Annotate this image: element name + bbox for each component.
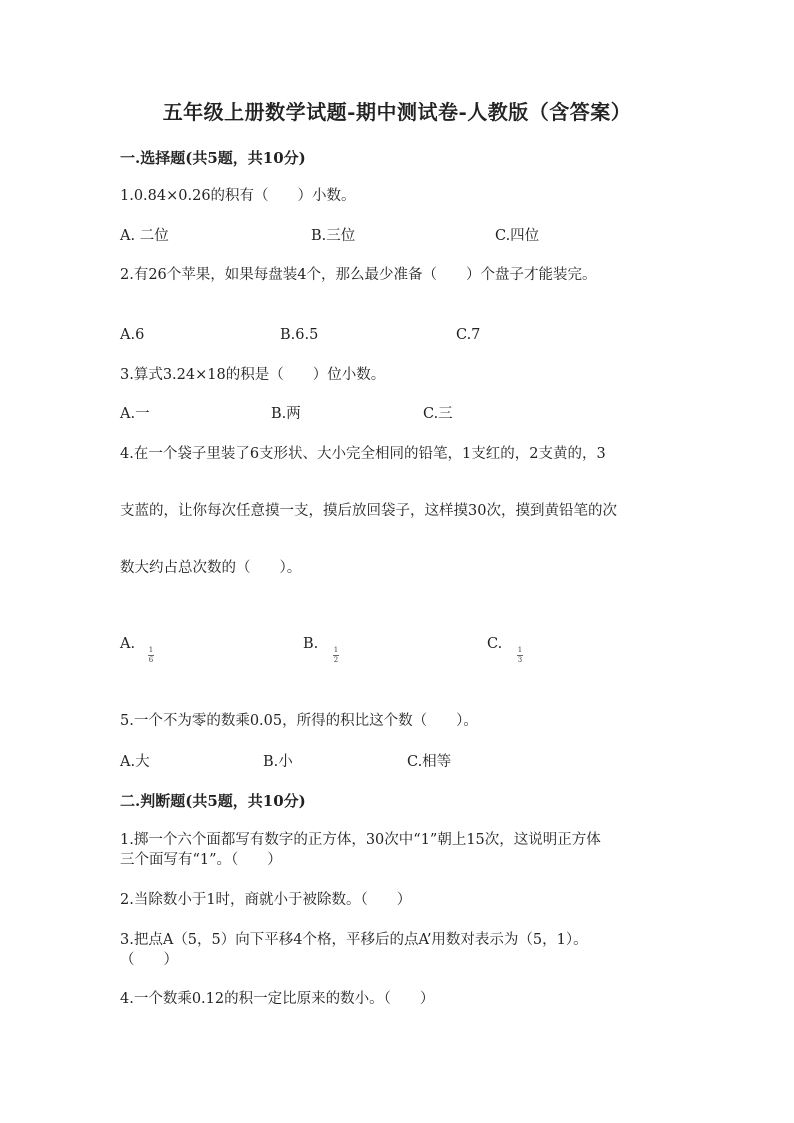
fraction-denominator: 3 <box>517 656 523 664</box>
judgement-1-line-1: 1.掷一个六个面都写有数字的正方体，30次中“1”朝上15次，这说明正方体 <box>120 832 601 848</box>
question-5: 5.一个不为零的数乘0.05，所得的积比这个数（ ）。 <box>120 713 478 729</box>
fraction-numerator: 1 <box>333 646 339 654</box>
q3-option-c: C.三 <box>423 406 453 422</box>
judgement-2: 2.当除数小于1时，商就小于被除数。（ ） <box>120 892 412 908</box>
fraction-numerator: 1 <box>517 646 523 654</box>
page-title: 五年级上册数学试题-期中测试卷-人教版（含答案） <box>162 100 632 124</box>
q1-option-c: C.四位 <box>495 228 540 244</box>
question-4-line-1: 4.在一个袋子里装了6支形状、大小完全相同的铅笔，1支红的，2支黄的，3 <box>120 446 606 462</box>
q2-option-b: B.6.5 <box>280 327 319 343</box>
q1-option-a: A. 二位 <box>120 228 169 244</box>
q4-option-b-fraction <box>333 646 339 664</box>
q4-option-a-label: A. <box>120 636 136 652</box>
q2-option-c: C.7 <box>456 327 481 343</box>
question-4-line-2: 支蓝的，让你每次任意摸一支，摸后放回袋子，这样摸30次，摸到黄铅笔的次 <box>120 503 617 519</box>
section-heading-judgement: 二.判断题(共5题，共10分) <box>120 792 306 810</box>
q5-option-b: B.小 <box>263 754 293 770</box>
fraction-numerator: 1 <box>148 646 154 654</box>
judgement-3-line-1: 3.把点A（5，5）向下平移4个格，平移后的点A’用数对表示为（5，1）。 <box>120 932 588 948</box>
q4-option-c-label: C. <box>487 636 503 652</box>
q5-option-a: A.大 <box>120 754 150 770</box>
q4-option-a-fraction <box>148 646 154 664</box>
judgement-3-line-2: （ ） <box>120 952 178 968</box>
question-3: 3.算式3.24×18的积是（ ）位小数。 <box>120 367 386 383</box>
section-heading-choice: 一.选择题(共5题，共10分) <box>120 149 306 167</box>
question-2: 2.有26个苹果，如果每盘装4个，那么最少准备（ ）个盘子才能装完。 <box>120 267 597 283</box>
q4-option-b-label: B. <box>303 636 319 652</box>
q1-option-b: B.三位 <box>311 228 356 244</box>
fraction-denominator: 2 <box>333 656 339 664</box>
judgement-4: 4.一个数乘0.12的积一定比原来的数小。（ ） <box>120 991 435 1007</box>
q3-option-b: B.两 <box>271 406 301 422</box>
judgement-1-line-2: 三个面写有“1”。（ ） <box>120 852 282 868</box>
q4-option-c-fraction <box>517 646 523 664</box>
q3-option-a: A.一 <box>120 406 150 422</box>
fraction-denominator: 6 <box>148 656 154 664</box>
q2-option-a: A.6 <box>120 327 145 343</box>
q5-option-c: C.相等 <box>407 754 452 770</box>
question-4-line-3: 数大约占总次数的（ ）。 <box>120 560 302 576</box>
question-1: 1.0.84×0.26的积有（ ）小数。 <box>120 188 356 204</box>
